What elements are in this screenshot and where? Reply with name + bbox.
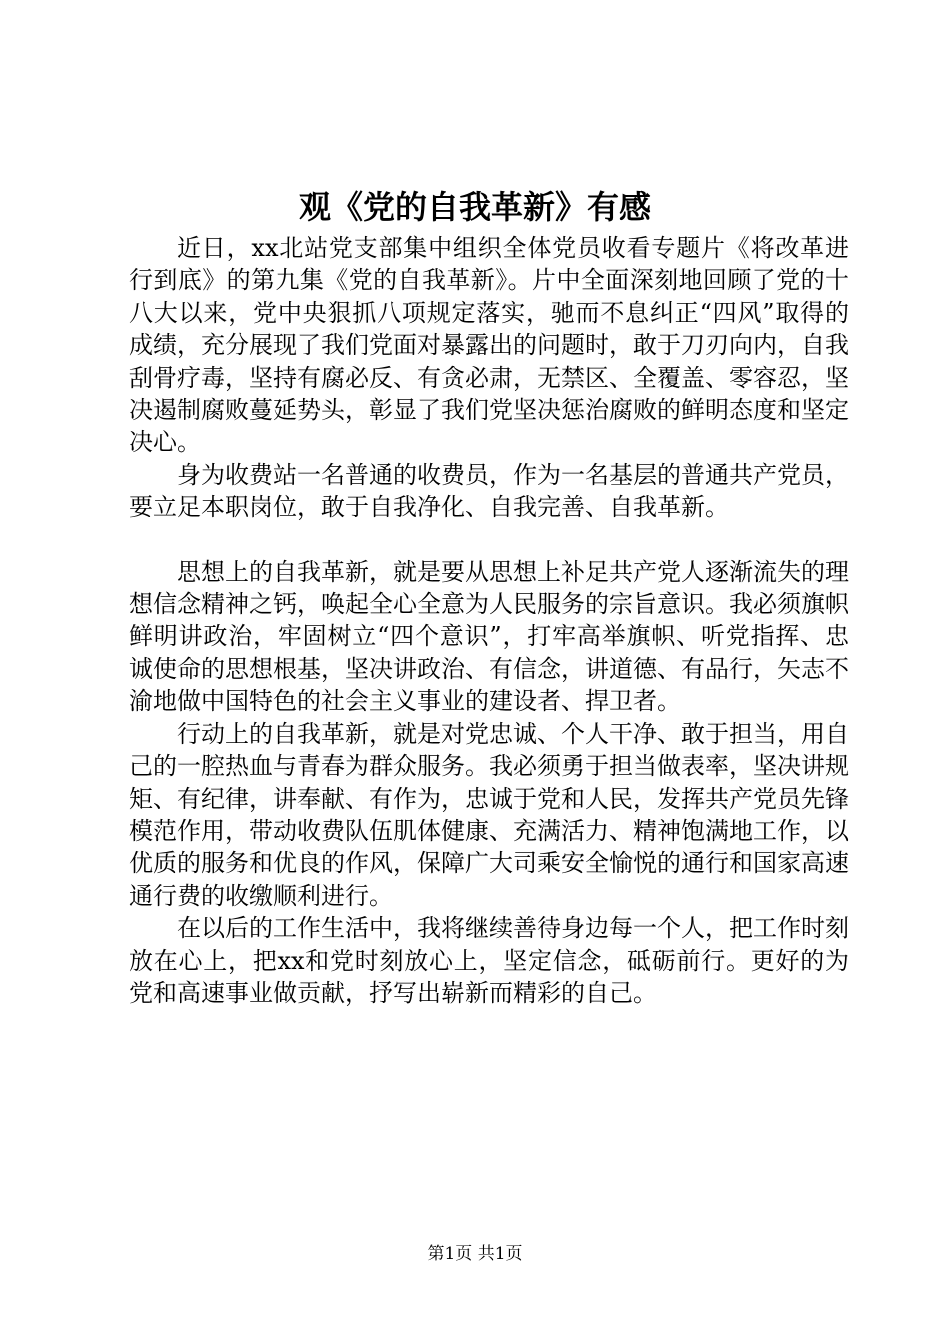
paragraph-conclusion: 在以后的工作生活中，我将继续善待身边每一个人，把工作时刻放在心上，把xx和党时刻放心上，坚定信念，砥砺前行。更好的为党和高速事业做贡献，抒写出崭新而精彩的自己。 bbox=[129, 914, 849, 1007]
paragraph-thought: 思想上的自我革新，就是要从思想上补足共产党人逐渐流失的理想信念精神之钙，唤起全心全意为人民服务的宗旨意识。我必须旗帜鲜明讲政治，牢固树立“四个意识”，打牢高举旗帜、听党指挥、忠诚使命的思想根基，坚决讲政治、有信念，讲道德、有品行，矢志不渝地做中国特色的社会主义事业的建设者、捍卫者。 bbox=[129, 557, 849, 716]
paragraph-role: 身为收费站一名普通的收费员，作为一名基层的普通共产党员，要立足本职岗位，敢于自我净化、自我完善、自我革新。 bbox=[129, 460, 849, 522]
document-title: 观《党的自我革新》有感 bbox=[298, 188, 651, 226]
page-footer: 第1页 共1页 bbox=[427, 1244, 523, 1264]
paragraph-intro: 近日，xx北站党支部集中组织全体党员收看专题片《将改革进行到底》的第九集《党的自我革新》。片中全面深刻地回顾了党的十八大以来，党中央狠抓八项规定落实，驰而不息纠正“四风”取得的成绩，充分展现了我们党面对暴露出的问题时，敢于刀刃向内，自我刮骨疗毒，坚持有腐必反、有贪必肃，无禁区、全覆盖、零容忍，坚决遏制腐败蔓延势头，彰显了我们党坚决惩治腐败的鲜明态度和坚定决心。 bbox=[129, 234, 849, 457]
document-body bbox=[129, 232, 849, 1009]
paragraph-action: 行动上的自我革新，就是对党忠诚、个人干净、敢于担当，用自己的一腔热血与青春为群众服务。我必须勇于担当做表率，坚决讲规矩、有纪律，讲奉献、有作为，忠诚于党和人民，发挥共产党员先锋模范作用，带动收费队伍肌体健康、充满活力、精神饱满地工作，以优质的服务和优良的作风，保障广大司乘安全愉悦的通行和国家高速通行费的收缴顺利进行。 bbox=[129, 719, 849, 910]
